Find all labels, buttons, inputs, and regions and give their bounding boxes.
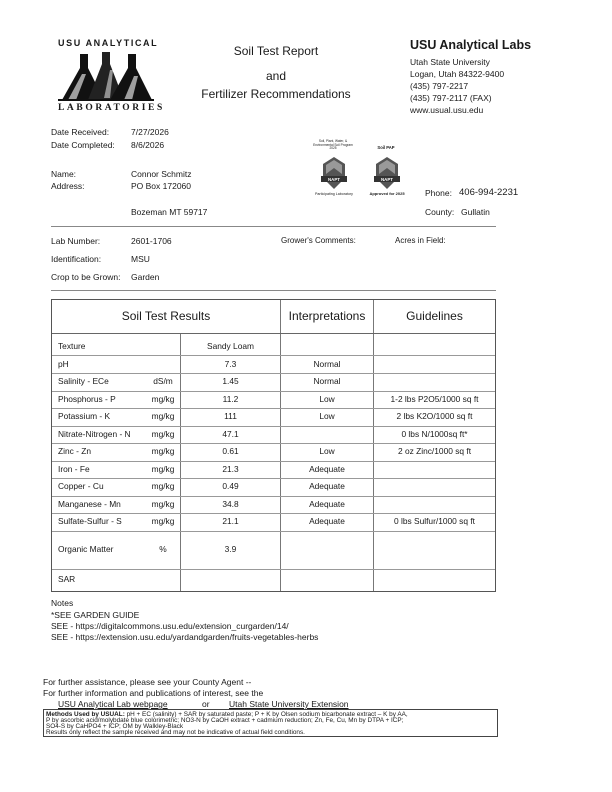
row-value: 34.8 bbox=[222, 499, 239, 509]
row-name: Manganese - Mn bbox=[58, 499, 121, 509]
row-name: Organic Matter bbox=[58, 544, 114, 554]
row-value: 0.49 bbox=[222, 481, 239, 491]
header-guidelines: Guidelines bbox=[406, 309, 463, 323]
note-line: *SEE GARDEN GUIDE bbox=[51, 610, 140, 620]
row-value: Sandy Loam bbox=[206, 341, 255, 351]
badge1-caption: Soil, Plant, Water, & Environmental Soil Program 2025 bbox=[313, 139, 353, 151]
usu-flask-logo-icon bbox=[58, 50, 154, 101]
name-value: Connor Schmitz bbox=[131, 169, 192, 179]
row-guideline: 0 lbs Sulfur/1000 sq ft bbox=[393, 516, 475, 526]
soil-pap-badge-icon bbox=[372, 156, 402, 190]
footer-or-text: or bbox=[202, 699, 210, 709]
row-guideline: 2 oz Zinc/1000 sq ft bbox=[397, 446, 472, 456]
soil-test-results-table bbox=[51, 299, 496, 592]
napt-badge-icon bbox=[319, 156, 349, 190]
notes-heading: Notes bbox=[51, 598, 74, 608]
row-name: SAR bbox=[58, 574, 76, 584]
row-name: Nitrate-Nitrogen - N bbox=[58, 429, 131, 439]
badge2-sub: Approved for 2025 bbox=[369, 191, 405, 196]
usu-extension-link[interactable]: Utah State University Extension bbox=[229, 699, 349, 709]
lab-address2: Logan, Utah 84322-9400 bbox=[410, 69, 505, 79]
methods-text: P by ascorbic acid/molybdate blue colorimetric; NO3-N by CaOH extract + cadmium reduction; Zn, Fe, Cu, Mn by DTPA + ICP; bbox=[46, 717, 404, 724]
identification-label: Identification: bbox=[51, 254, 102, 264]
row-name: Zinc - Zn bbox=[58, 446, 92, 456]
row-interpretation: Adequate bbox=[309, 481, 345, 491]
row-value: 111 bbox=[224, 411, 237, 421]
header-interpretations: Interpretations bbox=[288, 309, 366, 323]
badge1-label: NAPT bbox=[328, 177, 340, 182]
footer-assistance-text: For further assistance, please see your County Agent -- bbox=[43, 677, 252, 687]
row-interpretation: Normal bbox=[313, 359, 341, 369]
disclaimer-text: Results only reflect the sample received and may not be indicative of actual field conditions. bbox=[46, 729, 305, 736]
methods-box bbox=[43, 709, 498, 737]
divider-line bbox=[51, 226, 496, 227]
row-unit: mg/kg bbox=[151, 499, 175, 509]
note-link[interactable]: SEE - https://digitalcommons.usu.edu/extension_curgarden/14/ bbox=[51, 621, 289, 631]
date-completed-value: 8/6/2026 bbox=[131, 140, 165, 150]
row-name: Sulfate-Sulfur - S bbox=[58, 516, 122, 526]
row-value: 1.45 bbox=[222, 376, 239, 386]
row-name: pH bbox=[58, 359, 69, 369]
row-interpretation: Low bbox=[319, 411, 335, 421]
usu-analytical-lab-link[interactable]: USU Analytical Lab webpage bbox=[58, 699, 168, 709]
lab-fax: (435) 797-2117 (FAX) bbox=[410, 93, 492, 103]
logo-bottom-text: LABORATORIES bbox=[58, 103, 165, 113]
phone-value: 406-994-2231 bbox=[459, 187, 519, 198]
row-value: 21.3 bbox=[222, 464, 239, 474]
growers-comments-label: Grower's Comments: bbox=[281, 236, 356, 245]
row-unit: dS/m bbox=[153, 376, 173, 386]
row-guideline: 2 lbs K2O/1000 sq ft bbox=[396, 411, 473, 421]
county-label: County: bbox=[425, 207, 455, 217]
badge2-label: NAPT bbox=[381, 177, 393, 182]
row-value: 7.3 bbox=[224, 359, 237, 369]
row-value: 47.1 bbox=[222, 429, 239, 439]
report-title-and: and bbox=[265, 69, 287, 83]
lab-address1: Utah State University bbox=[410, 57, 490, 67]
row-name: Phosphorus - P bbox=[58, 394, 116, 404]
row-name: Potassium - K bbox=[58, 411, 111, 421]
row-value: 21.1 bbox=[222, 516, 239, 526]
row-unit: % bbox=[159, 544, 167, 554]
name-label: Name: bbox=[51, 169, 77, 179]
lab-website[interactable]: www.usual.usu.edu bbox=[410, 105, 484, 115]
acres-label: Acres in Field: bbox=[395, 236, 446, 245]
badge2-caption: Soil PAP bbox=[377, 145, 395, 150]
row-name: Texture bbox=[58, 341, 86, 351]
county-value: Gullatin bbox=[461, 207, 490, 217]
row-unit: mg/kg bbox=[151, 411, 175, 421]
report-title: Soil Test Report bbox=[233, 44, 319, 58]
row-interpretation: Adequate bbox=[309, 499, 345, 509]
row-guideline: 1-2 lbs P2O5/1000 sq ft bbox=[390, 394, 479, 404]
row-unit: mg/kg bbox=[151, 464, 175, 474]
methods-text: pH + EC (salinity) + SAR by saturated paste; P + K by Olsen sodium bicarbonate extract – K by AA, bbox=[124, 711, 408, 718]
row-value: 11.2 bbox=[222, 394, 239, 404]
logo-top-text: USU ANALYTICAL bbox=[58, 38, 159, 48]
address-value: PO Box 172060 bbox=[131, 181, 192, 191]
crop-value: Garden bbox=[131, 272, 160, 282]
row-interpretation: Low bbox=[319, 446, 335, 456]
row-interpretation: Low bbox=[319, 394, 335, 404]
lab-number-label: Lab Number: bbox=[51, 236, 101, 246]
row-unit: mg/kg bbox=[151, 516, 175, 526]
row-name: Salinity - ECe bbox=[58, 376, 109, 386]
lab-number-value: 2601-1706 bbox=[131, 236, 172, 246]
identification-value: MSU bbox=[131, 254, 150, 264]
row-name: Iron - Fe bbox=[58, 464, 90, 474]
row-unit: mg/kg bbox=[151, 481, 175, 491]
methods-label: Methods Used by USUAL: bbox=[46, 711, 125, 718]
header-soil-test-results: Soil Test Results bbox=[121, 309, 211, 323]
row-unit: mg/kg bbox=[151, 446, 175, 456]
date-completed-label: Date Completed: bbox=[51, 140, 115, 150]
address-label: Address: bbox=[51, 181, 85, 191]
phone-label: Phone: bbox=[425, 188, 452, 198]
badge1-sub: Participating Laboratory bbox=[315, 192, 353, 196]
row-value: 3.9 bbox=[224, 544, 237, 554]
lab-phone: (435) 797-2217 bbox=[410, 81, 469, 91]
methods-text: SO4-S by CaHPO4 + ICP; OM by Walkley-Black bbox=[46, 723, 184, 730]
footer-info-text: For further information and publications of interest, see the bbox=[43, 688, 264, 698]
row-interpretation: Adequate bbox=[309, 516, 345, 526]
date-received-label: Date Received: bbox=[51, 127, 110, 137]
crop-label: Crop to be Grown: bbox=[51, 272, 121, 282]
lab-name: USU Analytical Labs bbox=[410, 38, 532, 52]
report-subtitle: Fertilizer Recommendations bbox=[201, 87, 351, 101]
row-value: 0.61 bbox=[222, 446, 239, 456]
divider-line bbox=[51, 290, 496, 291]
row-interpretation: Adequate bbox=[309, 464, 345, 474]
city-value: Bozeman MT 59717 bbox=[131, 207, 208, 217]
row-interpretation: Normal bbox=[313, 376, 341, 386]
row-guideline: 0 lbs N/1000sq ft* bbox=[401, 429, 468, 439]
row-name: Copper - Cu bbox=[58, 481, 104, 491]
row-unit: mg/kg bbox=[151, 394, 175, 404]
note-link[interactable]: SEE - https://extension.usu.edu/yardandgarden/fruits-vegetables-herbs bbox=[51, 632, 319, 642]
row-unit: mg/kg bbox=[151, 429, 175, 439]
date-received-value: 7/27/2026 bbox=[131, 127, 169, 137]
